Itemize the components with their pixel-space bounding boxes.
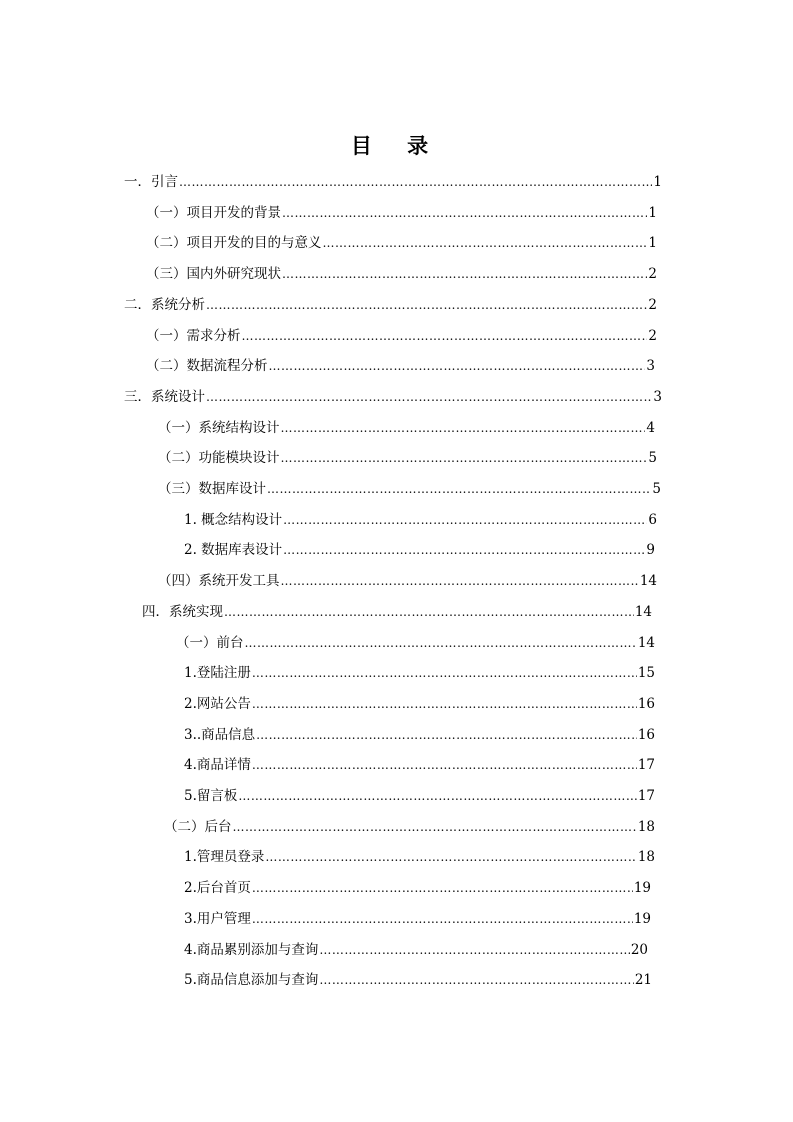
toc-entry-label: 4.商品累别添加与查询 bbox=[184, 942, 319, 958]
toc-entry-label: 4.商品详情 bbox=[184, 757, 251, 773]
toc-entry-label: （二）后台 bbox=[164, 819, 232, 835]
toc-entry[interactable] bbox=[124, 295, 657, 315]
toc-entry-label: 5.留言板 bbox=[184, 788, 238, 804]
toc-entry-page-number: 5 bbox=[652, 481, 661, 497]
toc-entry-page-number: 14 bbox=[634, 604, 652, 620]
toc-entry[interactable] bbox=[184, 663, 655, 683]
toc-entry[interactable] bbox=[184, 878, 651, 898]
toc-leader-dots bbox=[206, 387, 652, 407]
toc-leader-dots bbox=[281, 418, 646, 438]
toc-entry-label: 5.商品信息添加与查询 bbox=[184, 972, 319, 988]
toc-entry-label: 1. 概念结构设计 bbox=[184, 512, 283, 528]
toc-leader-dots bbox=[319, 940, 629, 960]
toc-entry-label: （一）系统结构设计 bbox=[158, 420, 280, 436]
toc-entry[interactable] bbox=[184, 909, 651, 929]
toc-entry[interactable] bbox=[164, 817, 655, 837]
toc-leader-dots bbox=[245, 633, 637, 653]
toc-leader-dots bbox=[233, 817, 637, 837]
toc-entry-label: 三．系统设计 bbox=[124, 389, 205, 405]
toc-entry-page-number: 4 bbox=[646, 420, 655, 436]
toc-entry-label: 3..商品信息 bbox=[184, 727, 256, 743]
toc-entry-page-number: 3 bbox=[653, 389, 662, 405]
toc-entry-label: 2.网站公告 bbox=[184, 696, 251, 712]
toc-entry-label: 二．系统分析 bbox=[124, 297, 205, 313]
toc-entry[interactable] bbox=[158, 418, 655, 438]
toc-entry-label: 1.管理员登录 bbox=[184, 849, 265, 865]
toc-entry-page-number: 19 bbox=[633, 911, 651, 927]
toc-leader-dots bbox=[319, 970, 633, 990]
toc-entry-page-number: 9 bbox=[646, 542, 655, 558]
toc-entry-label: 3.用户管理 bbox=[184, 911, 251, 927]
toc-entry[interactable] bbox=[124, 387, 662, 407]
toc-leader-dots bbox=[323, 233, 648, 253]
toc-entry[interactable] bbox=[142, 602, 652, 622]
toc-leader-dots bbox=[252, 909, 633, 929]
toc-leader-dots bbox=[265, 847, 636, 867]
toc-entry-page-number: 6 bbox=[648, 512, 657, 528]
toc-entry[interactable] bbox=[158, 571, 657, 591]
toc-entry-page-number: 17 bbox=[637, 788, 655, 804]
toc-leader-dots bbox=[206, 295, 647, 315]
toc-leader-dots bbox=[283, 510, 647, 530]
toc-entry-page-number: 2 bbox=[648, 328, 657, 344]
toc-leader-dots bbox=[283, 540, 645, 560]
toc-entry[interactable] bbox=[124, 172, 662, 192]
toc-entry-label: 2. 数据库表设计 bbox=[184, 542, 283, 558]
toc-entry-page-number: 14 bbox=[639, 573, 657, 589]
toc-entry-page-number: 3 bbox=[646, 358, 655, 374]
toc-entry[interactable] bbox=[184, 847, 655, 867]
toc-entry-label: （一）前台 bbox=[176, 635, 244, 651]
toc-entry[interactable] bbox=[176, 633, 655, 653]
toc-leader-dots bbox=[282, 203, 647, 223]
toc-entry[interactable] bbox=[146, 233, 657, 253]
toc-leader-dots bbox=[252, 878, 633, 898]
toc-entry[interactable] bbox=[184, 540, 655, 560]
toc-leader-dots bbox=[252, 663, 637, 683]
toc-entry[interactable] bbox=[184, 940, 648, 960]
toc-entry-page-number: 19 bbox=[633, 880, 651, 896]
toc-entry-page-number: 20 bbox=[630, 942, 648, 958]
toc-entry-page-number: 16 bbox=[637, 727, 655, 743]
toc-entry-page-number: 16 bbox=[637, 696, 655, 712]
toc-leader-dots bbox=[238, 786, 636, 806]
toc-entry[interactable] bbox=[184, 755, 655, 775]
toc-leader-dots bbox=[252, 694, 637, 714]
toc-entry-label: （四）系统开发工具 bbox=[158, 573, 280, 589]
toc-entry-page-number: 14 bbox=[637, 635, 655, 651]
toc-entry[interactable] bbox=[146, 326, 657, 346]
toc-entry-label: 2.后台首页 bbox=[184, 880, 251, 896]
toc-entry[interactable] bbox=[184, 970, 652, 990]
toc-entry[interactable] bbox=[184, 786, 655, 806]
toc-leader-dots bbox=[252, 755, 637, 775]
toc-leader-dots bbox=[282, 264, 647, 284]
toc-entry-page-number: 1 bbox=[648, 205, 657, 221]
toc-entry-label: 一．引言 bbox=[124, 174, 178, 190]
toc-entry-page-number: 17 bbox=[637, 757, 655, 773]
toc-entry-label: （三）数据库设计 bbox=[158, 481, 266, 497]
toc-leader-dots bbox=[179, 172, 652, 192]
toc-entry[interactable] bbox=[146, 203, 657, 223]
toc-entry-label: 四．系统实现 bbox=[142, 604, 223, 620]
toc-leader-dots bbox=[281, 448, 648, 468]
toc-entry-page-number: 21 bbox=[634, 972, 652, 988]
toc-entry-label: （一）项目开发的背景 bbox=[146, 205, 281, 221]
toc-entry-page-number: 15 bbox=[637, 665, 655, 681]
toc-entry-page-number: 2 bbox=[648, 297, 657, 313]
toc-entry[interactable] bbox=[158, 448, 657, 468]
toc-leader-dots bbox=[224, 602, 634, 622]
toc-leader-dots bbox=[281, 571, 639, 591]
toc-leader-dots bbox=[242, 326, 648, 346]
toc-entry[interactable] bbox=[146, 356, 655, 376]
toc-entry-page-number: 2 bbox=[648, 266, 657, 282]
toc-entry[interactable] bbox=[158, 479, 661, 499]
toc-leader-dots bbox=[269, 356, 646, 376]
toc-leader-dots bbox=[256, 725, 637, 745]
toc-leader-dots bbox=[267, 479, 651, 499]
toc-entry-label: （二）数据流程分析 bbox=[146, 358, 268, 374]
toc-entry[interactable] bbox=[146, 264, 657, 284]
toc-entry-label: （一）需求分析 bbox=[146, 328, 241, 344]
toc-entry-label: （三）国内外研究现状 bbox=[146, 266, 281, 282]
toc-title: 目 录 bbox=[350, 134, 443, 158]
toc-entry[interactable] bbox=[184, 510, 657, 530]
toc-entry-page-number: 18 bbox=[637, 849, 655, 865]
toc-entry-page-number: 5 bbox=[648, 450, 657, 466]
toc-entry[interactable] bbox=[184, 725, 655, 745]
toc-entry-page-number: 1 bbox=[648, 235, 657, 251]
toc-entry-label: （二）项目开发的目的与意义 bbox=[146, 235, 322, 251]
toc-entry-label: 1.登陆注册 bbox=[184, 665, 251, 681]
toc-entry-page-number: 18 bbox=[637, 819, 655, 835]
toc-entry[interactable] bbox=[184, 694, 655, 714]
toc-entry-label: （二）功能模块设计 bbox=[158, 450, 280, 466]
toc-entry-page-number: 1 bbox=[653, 174, 662, 190]
